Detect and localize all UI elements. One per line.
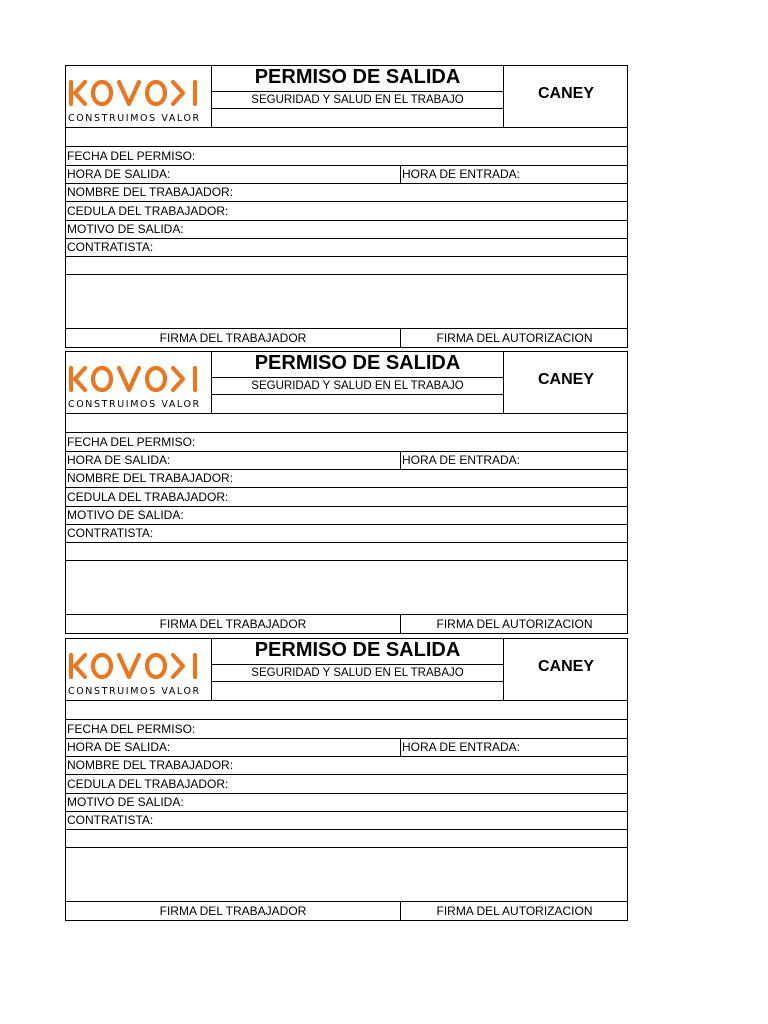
blank-row xyxy=(65,542,628,561)
blank-row xyxy=(65,701,628,720)
form-header xyxy=(65,65,628,128)
field-contratista[interactable] xyxy=(65,238,628,257)
field-label-hora-salida: HORA DE SALIDA: xyxy=(67,740,171,754)
field-fecha[interactable] xyxy=(65,147,628,166)
signature-labels xyxy=(65,902,628,921)
signature-labels xyxy=(65,329,628,348)
exit-permit-form xyxy=(65,65,628,352)
blank-row xyxy=(65,256,628,275)
field-label-hora-salida: HORA DE SALIDA: xyxy=(67,167,171,181)
worker-signature-label: FIRMA DEL TRABAJADOR xyxy=(159,904,307,918)
authorization-signature-label: FIRMA DEL AUTORIZACION xyxy=(436,617,593,631)
form-title: PERMISO DE SALIDA xyxy=(254,66,461,88)
location-label: CANEY xyxy=(503,66,628,127)
field-contratista[interactable] xyxy=(65,524,628,543)
form-header xyxy=(65,351,628,414)
form-title: PERMISO DE SALIDA xyxy=(254,639,461,661)
field-fecha[interactable] xyxy=(65,720,628,739)
field-label: CONTRATISTA: xyxy=(67,813,154,827)
company-slogan: CONSTRUIMOS VALOR xyxy=(68,113,201,124)
field-motivo[interactable] xyxy=(65,793,628,812)
blank-row xyxy=(65,829,628,848)
field-label: FECHA DEL PERMISO: xyxy=(67,149,196,163)
field-label-hora-entrada: HORA DE ENTRADA: xyxy=(402,453,521,467)
field-label: NOMBRE DEL TRABAJADOR: xyxy=(67,185,234,199)
authorization-signature-label: FIRMA DEL AUTORIZACION xyxy=(436,904,593,918)
location-label: CANEY xyxy=(503,352,628,413)
field-nombre[interactable] xyxy=(65,756,628,775)
worker-signature-label: FIRMA DEL TRABAJADOR xyxy=(159,617,307,631)
form-subtitle: SEGURIDAD Y SALUD EN EL TRABAJO xyxy=(212,91,503,109)
kovok-logo-icon xyxy=(68,651,200,681)
field-label-hora-salida: HORA DE SALIDA: xyxy=(67,453,171,467)
company-logo xyxy=(66,639,212,700)
field-label: FECHA DEL PERMISO: xyxy=(67,435,196,449)
company-slogan: CONSTRUIMOS VALOR xyxy=(68,686,201,697)
form-subtitle: SEGURIDAD Y SALUD EN EL TRABAJO xyxy=(212,664,503,682)
signature-area[interactable] xyxy=(65,847,628,902)
field-cedula[interactable] xyxy=(65,202,628,221)
field-cedula[interactable] xyxy=(65,775,628,794)
field-contratista[interactable] xyxy=(65,811,628,830)
field-label: MOTIVO DE SALIDA: xyxy=(67,795,184,809)
field-motivo[interactable] xyxy=(65,506,628,525)
field-label: CEDULA DEL TRABAJADOR: xyxy=(67,777,229,791)
signature-area[interactable] xyxy=(65,274,628,329)
field-label: CONTRATISTA: xyxy=(67,526,154,540)
kovok-logo-icon xyxy=(68,78,200,108)
worker-signature-label: FIRMA DEL TRABAJADOR xyxy=(159,331,307,345)
field-horas[interactable] xyxy=(65,738,628,757)
field-horas[interactable] xyxy=(65,165,628,184)
field-label: MOTIVO DE SALIDA: xyxy=(67,222,184,236)
signature-area[interactable] xyxy=(65,560,628,615)
field-label: MOTIVO DE SALIDA: xyxy=(67,508,184,522)
field-label-hora-entrada: HORA DE ENTRADA: xyxy=(402,740,521,754)
exit-permit-form xyxy=(65,351,628,638)
field-label: FECHA DEL PERMISO: xyxy=(67,722,196,736)
authorization-signature-label: FIRMA DEL AUTORIZACION xyxy=(436,331,593,345)
exit-permit-form xyxy=(65,638,628,925)
field-label: NOMBRE DEL TRABAJADOR: xyxy=(67,471,234,485)
field-label: NOMBRE DEL TRABAJADOR: xyxy=(67,758,234,772)
blank-row xyxy=(65,128,628,147)
field-label: CEDULA DEL TRABAJADOR: xyxy=(67,490,229,504)
field-fecha[interactable] xyxy=(65,433,628,452)
form-subtitle: SEGURIDAD Y SALUD EN EL TRABAJO xyxy=(212,377,503,395)
company-logo xyxy=(66,352,212,413)
field-label-hora-entrada: HORA DE ENTRADA: xyxy=(402,167,521,181)
blank-row xyxy=(65,414,628,433)
field-motivo[interactable] xyxy=(65,220,628,239)
field-cedula[interactable] xyxy=(65,488,628,507)
field-horas[interactable] xyxy=(65,451,628,470)
company-logo xyxy=(66,66,212,127)
field-label: CEDULA DEL TRABAJADOR: xyxy=(67,204,229,218)
field-nombre[interactable] xyxy=(65,183,628,202)
form-title: PERMISO DE SALIDA xyxy=(254,352,461,374)
kovok-logo-icon xyxy=(68,364,200,394)
location-label: CANEY xyxy=(503,639,628,700)
field-nombre[interactable] xyxy=(65,469,628,488)
signature-labels xyxy=(65,615,628,634)
form-header xyxy=(65,638,628,701)
field-label: CONTRATISTA: xyxy=(67,240,154,254)
company-slogan: CONSTRUIMOS VALOR xyxy=(68,399,201,410)
